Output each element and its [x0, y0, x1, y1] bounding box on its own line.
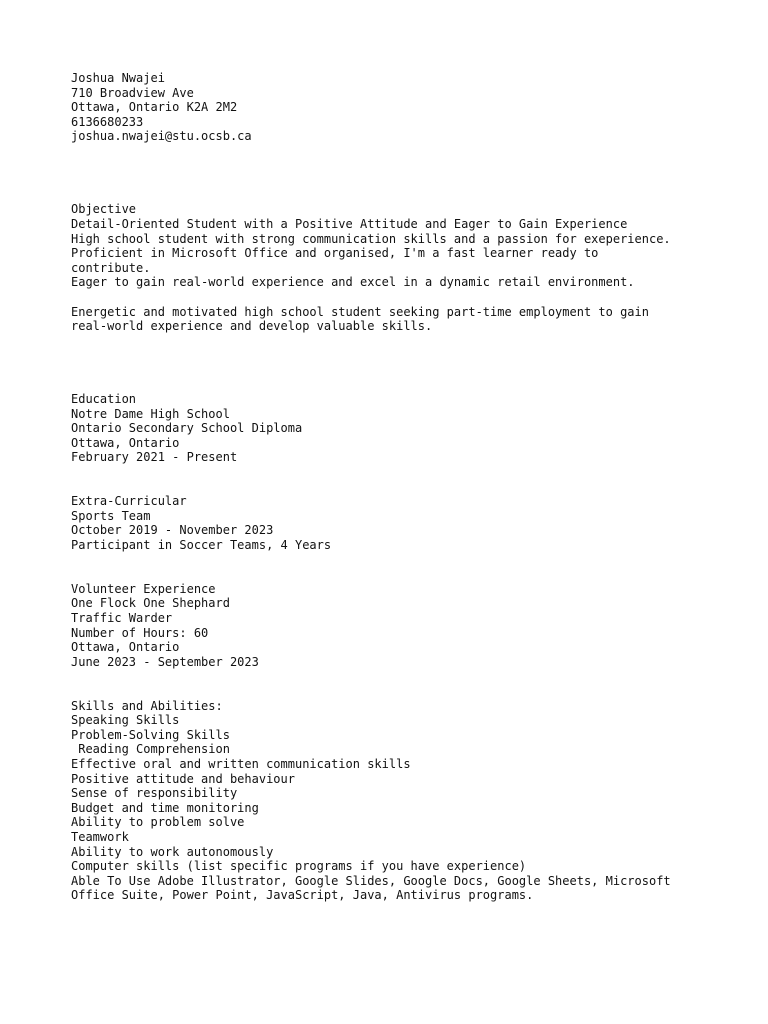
spacer: [71, 553, 731, 582]
skill-item: Speaking Skills: [71, 713, 180, 728]
objective-heading: Objective: [71, 202, 137, 217]
skills-programs-line: Able To Use Adobe Illustrator, Google Slides, Google Docs, Google Sheets, Microsoft: [71, 873, 671, 888]
spacer: [71, 465, 731, 494]
volunteer-heading: Volunteer Experience: [71, 581, 216, 596]
skill-item: Budget and time monitoring: [71, 800, 259, 815]
skill-item: Computer skills (list specific programs if you have experience): [71, 859, 527, 874]
spacer: [71, 144, 731, 202]
education-heading: Education: [71, 392, 137, 407]
skill-item: Sense of responsibility: [71, 786, 238, 801]
spacer: [71, 290, 731, 305]
objective-line: Detail-Oriented Student with a Positive Attitude and Eager to Gain Experience: [71, 216, 628, 231]
skill-item: Positive attitude and behaviour: [71, 771, 295, 786]
skill-item: Teamwork: [71, 829, 129, 844]
objective-line: Eager to gain real-world experience and excel in a dynamic retail environment.: [71, 275, 635, 290]
contact-email: joshua.nwajei@stu.ocsb.ca: [71, 129, 252, 144]
skill-item: Reading Comprehension: [71, 742, 230, 757]
objective-line: contribute.: [71, 260, 151, 275]
contact-block: [71, 71, 731, 144]
skills-section: [71, 699, 731, 903]
volunteer-role: Traffic Warder: [71, 611, 173, 625]
objective-paragraph-line: real-world experience and develop valuable skills.: [71, 319, 433, 334]
skills-heading: Skills and Abilities:: [71, 698, 223, 713]
education-school: Notre Dame High School: [71, 406, 230, 421]
extracurricular-section: [71, 494, 731, 552]
volunteer-dates: June 2023 - September 2023: [71, 654, 259, 669]
resume-document: [71, 71, 731, 903]
extracurricular-heading: Extra-Curricular: [71, 494, 187, 509]
objective-line: High school student with strong communication skills and a passion for exeperience.: [71, 231, 671, 246]
contact-phone: 6136680233: [71, 114, 144, 129]
education-diploma: Ontario Secondary School Diploma: [71, 421, 303, 436]
volunteer-organization: One Flock One Shephard: [71, 596, 230, 611]
skill-item: Problem-Solving Skills: [71, 727, 230, 742]
volunteer-location: Ottawa, Ontario: [71, 640, 180, 655]
extracurricular-dates: October 2019 - November 2023: [71, 523, 274, 538]
skill-item: Ability to work autonomously: [71, 844, 274, 859]
skill-item: Ability to problem solve: [71, 815, 245, 830]
education-location: Ottawa, Ontario: [71, 435, 180, 450]
education-section: [71, 392, 731, 465]
skill-item: Effective oral and written communication skills: [71, 756, 411, 771]
extracurricular-detail: Participant in Soccer Teams, 4 Years: [71, 538, 332, 553]
objective-section: [71, 202, 731, 333]
objective-line: Proficient in Microsoft Office and organised, I'm a fast learner ready to: [71, 246, 599, 261]
volunteer-hours: Number of Hours: 60: [71, 625, 209, 640]
spacer: [71, 669, 731, 698]
volunteer-section: [71, 582, 731, 670]
contact-street: 710 Broadview Ave: [71, 85, 194, 100]
contact-city: Ottawa, Ontario K2A 2M2: [71, 100, 238, 115]
contact-name: Joshua Nwajei: [71, 71, 165, 85]
extracurricular-activity: Sports Team: [71, 508, 151, 523]
education-dates: February 2021 - Present: [71, 450, 238, 465]
spacer: [71, 334, 731, 392]
skills-programs-line: Office Suite, Power Point, JavaScript, Java, Antivirus programs.: [71, 888, 534, 903]
objective-paragraph-line: Energetic and motivated high school student seeking part-time employment to gain: [71, 304, 649, 319]
